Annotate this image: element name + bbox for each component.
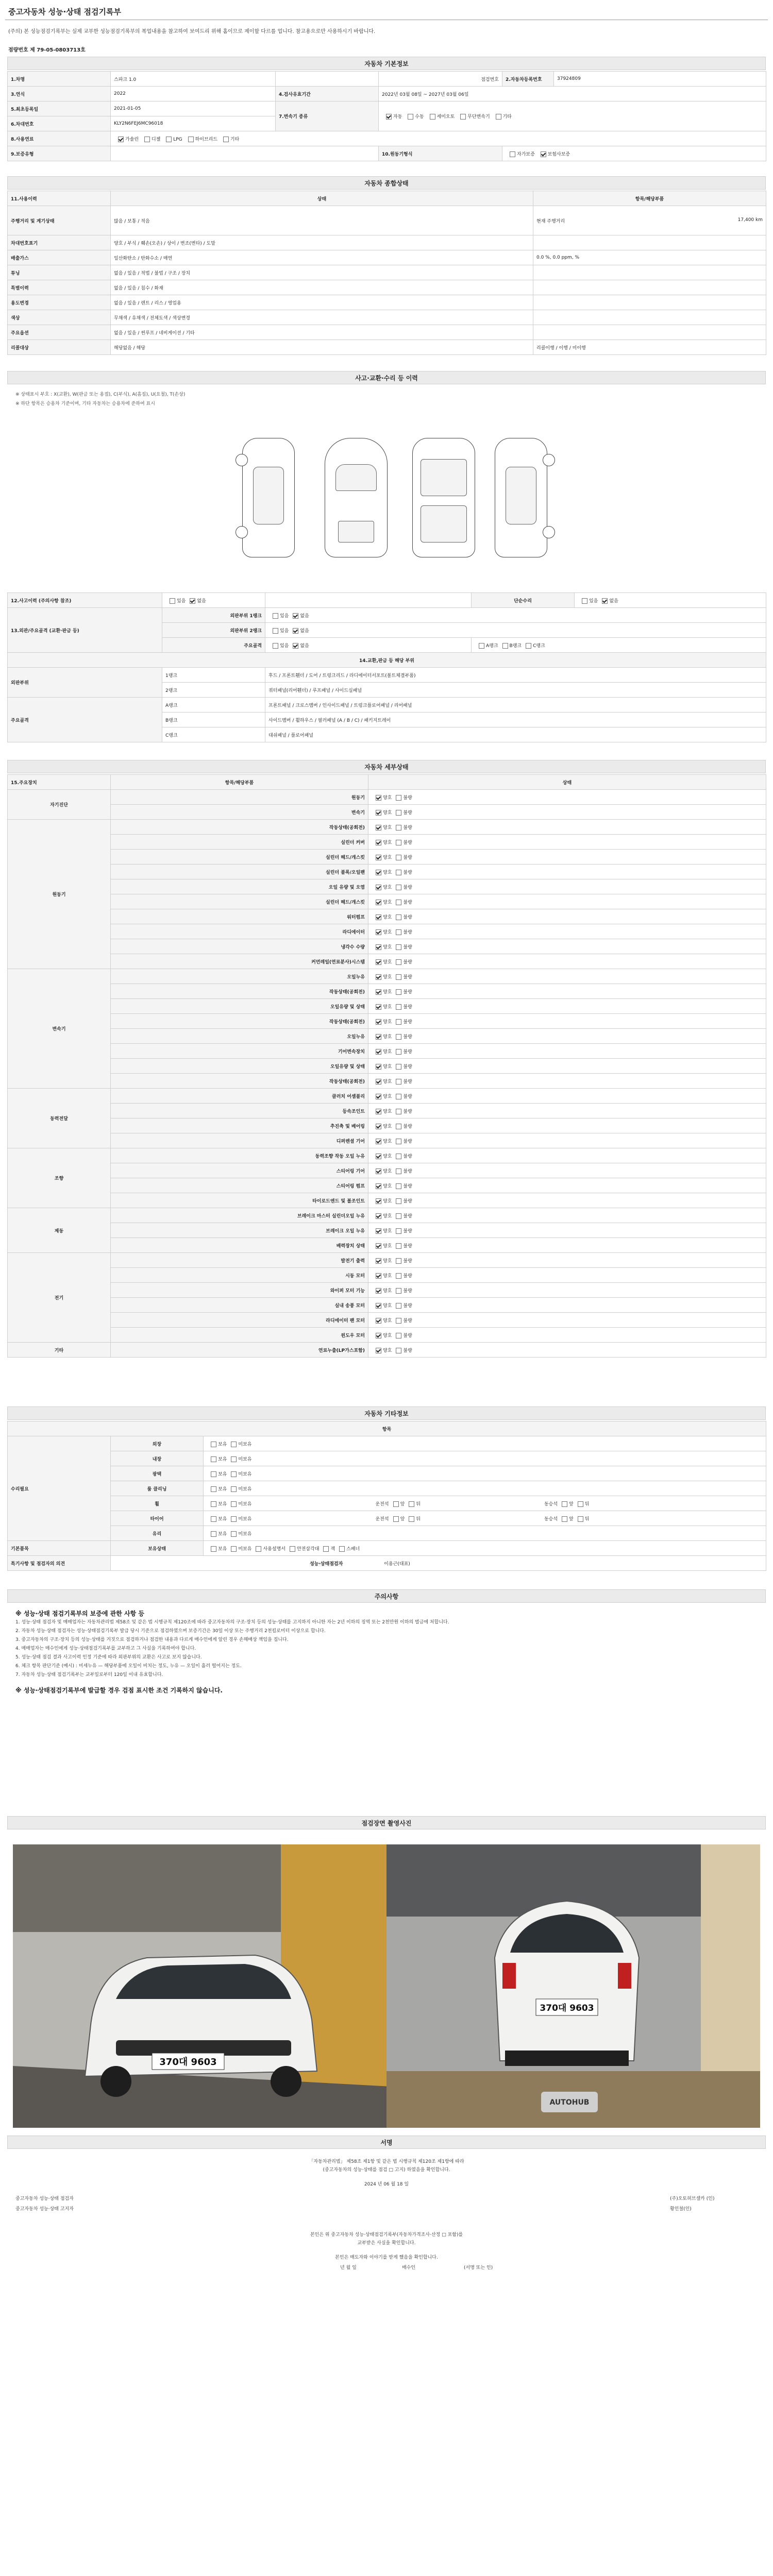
plate-text: 370대 9603 — [159, 2057, 217, 2067]
detail-item-label: 발전기 출력 — [111, 1253, 368, 1268]
detail-item-label: 연료누출(LP가스포함) — [111, 1343, 368, 1358]
checkbox-icon[interactable] — [376, 885, 381, 890]
detail-status-options: 양호 불량 — [368, 1298, 766, 1313]
checkbox-icon[interactable] — [376, 1124, 381, 1129]
top-notice: (주의) 본 성능점검기록부는 실제 교부한 성능점검기록부의 복업내용을 참고하여 보여드리 위해 홈이므로 제이할 다르를 업니다. 참고용으로만 사용하시기 바랍니다. — [8, 29, 376, 35]
checkbox-icon[interactable] — [376, 1288, 381, 1294]
detail-row — [8, 999, 766, 1014]
detail-status-options: 양호 불량 — [368, 1313, 766, 1328]
checkbox-icon[interactable] — [396, 1243, 401, 1249]
checkbox-icon[interactable] — [376, 1109, 381, 1114]
checkbox-icon[interactable] — [376, 944, 381, 950]
first-reg-label: 5.최초등록일 — [8, 101, 111, 116]
detail-row — [8, 1089, 766, 1104]
detail-row — [8, 1044, 766, 1059]
detail-status-options: 양호 불량 — [368, 954, 766, 969]
general-state-table: 11.사용이력 상태 항목/해당부품 주행거리 및 계기상태 많음 / 보통 / 적음 현재 주행거리 17,400 km 차대번호표기 양호 / 부식 / 훼손(오손) / 상이 / 변조(변타) / 도말 배출가스 일산화탄소 / 탄화수소 / 매연 0.0 %, 0.0 ppm, % 튜닝 없음 / 있음 / 적법 / 불법 / 구조 / 장치 특별이력 없음 / 있음 / 침수 / 화재 용도변경 없음 / 있음 / 렌트 / 리스 / 영업용 색상 무채색 / 유채색 / 전체도색 / 색상변경 주요옵션 없음 / 있음 / 썬루프 / 네비게이션 / 기타 리콜대상 해당없음 / 해당 리콜이행 / 이행 / 미이행 — [7, 191, 766, 355]
checkbox-icon[interactable] — [396, 870, 401, 875]
checkbox-icon[interactable] — [223, 137, 229, 142]
check-no-label: 점검번호 — [379, 72, 502, 87]
detail-status-options: 양호 불량 — [368, 1208, 766, 1223]
detail-row — [8, 1118, 766, 1133]
checkbox-icon[interactable] — [396, 989, 401, 995]
checkbox-icon[interactable] — [396, 929, 401, 935]
checkbox-icon[interactable] — [396, 1124, 401, 1129]
section-photos-title: 점검장면 촬영사진 — [7, 1816, 766, 1829]
checkbox-icon[interactable] — [396, 1258, 401, 1264]
accident-table: 12.사고이력 (주의사항 참조) 있음 없음 단순수리 있음 없음 13.외관/주요골격 (교환·판금 등) 외판부위 1랭크 있음 없음 외판부위 2랭크 있음 없음 주요골격 있음 없음 A랭크 B랭크 C랭크 14.교환,판금 등 해당 부위 외판부위 1랭크 후드 / 프론트휀더 / 도어 / 트렁크리드 / 라디에이터서포트(볼트체결부품) 2랭크 쿼터패널(리어휀더) / 루프패널 / 사이드실패널 주요골격 A랭크 프론트패널 / 크로스멤버 / 인사이드패널 / 트렁크플로어패널 / 리어패널 B랭크 사이드멤버 / 휠하우스 / 필러패널 (A / B / C) / 패키지트레이 C랭크 대쉬패널 / 플로어패널 — [7, 592, 766, 742]
detail-status-options: 양호 불량 — [368, 984, 766, 999]
checkbox-icon[interactable] — [376, 1228, 381, 1234]
detail-status-options: 양호 불량 — [368, 894, 766, 909]
detail-status-options: 양호 불량 — [368, 835, 766, 850]
checkbox-icon[interactable] — [376, 1258, 381, 1264]
detail-status-options: 양호 불량 — [368, 1253, 766, 1268]
section-detail-title: 자동차 세부상태 — [7, 760, 766, 773]
checkbox-icon[interactable] — [396, 1348, 401, 1353]
section-general-title: 자동차 종합상태 — [7, 176, 766, 190]
checkbox-icon[interactable] — [376, 929, 381, 935]
detail-status-options: 양호 불량 — [368, 1074, 766, 1089]
detail-status-options: 양호 불량 — [368, 805, 766, 820]
detail-item-label: 작동상태(공회전) — [111, 820, 368, 835]
detail-status-options: 양호 불량 — [368, 1014, 766, 1029]
checkbox-icon[interactable] — [396, 1049, 401, 1055]
checkbox-icon[interactable] — [396, 1168, 401, 1174]
other-info-table: 항목 수리필요 외장 보유 미보유 내장 보유 미보유 광택 보유 미보유 룸 클리닝 보유 미보유 휠 보유 미보유 운전석 앞 뒤 동승석 앞 뒤 타이어 보유 미보유 운전석 앞 뒤 동승석 앞 뒤 유리 보유 미보유 기본품목 보유상태 보유 미보유 사용설명서 안전삼각대 잭 스패너 특기사항 및 점검자의 의견 성능·상태점검자 이용근(대표) — [7, 1421, 766, 1571]
section-signature-title: 서명 — [7, 2136, 766, 2149]
checkbox-icon[interactable] — [386, 114, 392, 120]
detail-row — [8, 1074, 766, 1089]
detail-row — [8, 835, 766, 850]
detail-item-label: 추진축 및 베어링 — [111, 1118, 368, 1133]
detail-status-options: 양호 불량 — [368, 1029, 766, 1044]
checkbox-icon[interactable] — [396, 1288, 401, 1294]
emission-value: 0.0 %, 0.0 ppm, % — [533, 250, 766, 265]
checkbox-icon[interactable] — [396, 974, 401, 980]
year-label: 3.연식 — [8, 87, 111, 101]
checkbox-icon[interactable] — [376, 1183, 381, 1189]
fuel-label: 8.사용연료 — [8, 131, 111, 146]
checkbox-icon[interactable] — [396, 1004, 401, 1010]
checkbox-icon[interactable] — [396, 810, 401, 816]
detail-status-options: 양호 불량 — [368, 909, 766, 924]
svg-text:370대 9603: 370대 9603 — [540, 2003, 594, 2013]
checkbox-icon[interactable] — [396, 1213, 401, 1219]
detail-item-label: 기어변속장치 — [111, 1044, 368, 1059]
mileage-value: 17,400 km — [737, 217, 763, 223]
detail-item-label: 스티어링 기어 — [111, 1163, 368, 1178]
detail-status-options: 양호 불량 — [368, 939, 766, 954]
rear-photo — [386, 1844, 760, 2128]
usage-history-label: 11.사용이력 — [8, 191, 111, 206]
detail-row — [8, 1148, 766, 1163]
car-top-view — [325, 438, 388, 557]
checkbox-icon[interactable] — [376, 1064, 381, 1070]
detail-status-options: 양호 불량 — [368, 969, 766, 984]
checkbox-icon[interactable] — [460, 114, 466, 120]
checkbox-icon[interactable] — [376, 989, 381, 995]
checkbox-icon[interactable] — [396, 825, 401, 831]
car-right-view — [495, 438, 547, 557]
detail-status-options: 양호 불량 — [368, 1118, 766, 1133]
checkbox-icon[interactable] — [376, 1348, 381, 1353]
checkbox-icon[interactable] — [376, 1019, 381, 1025]
checkbox-icon[interactable] — [376, 974, 381, 980]
check-no-value: 37924809 — [554, 72, 766, 87]
detail-row — [8, 1029, 766, 1044]
detail-row — [8, 939, 766, 954]
transmission-label: 7.변속기 종류 — [276, 101, 379, 131]
detail-item-label: 실내 송풍 모터 — [111, 1298, 368, 1313]
detail-status-options: 양호 불량 — [368, 1178, 766, 1193]
checkbox-icon[interactable] — [396, 914, 401, 920]
detail-row — [8, 1193, 766, 1208]
detail-status-options: 양호 불량 — [368, 1283, 766, 1298]
checkbox-icon[interactable] — [396, 959, 401, 965]
checkbox-icon[interactable] — [396, 840, 401, 845]
checkbox-icon[interactable] — [376, 1049, 381, 1055]
checkbox-icon[interactable] — [376, 870, 381, 875]
detail-group-label: 제동 — [8, 1208, 111, 1253]
detail-item-label: 브레이크 마스터 실린더오일 누유 — [111, 1208, 368, 1223]
detail-item-label: 라디에이터 팬 모터 — [111, 1313, 368, 1328]
period-value: 2022년 03월 08일 ~ 2027년 03월 06일 — [379, 87, 766, 101]
detail-status-options: 양호 불량 — [368, 924, 766, 939]
section-accident-title: 사고·교환·수리 등 이력 — [7, 371, 766, 384]
detail-item-label: 작동상태(공회전) — [111, 984, 368, 999]
checkbox-icon[interactable] — [376, 1273, 381, 1279]
vin-label: 6.차대번호 — [8, 116, 111, 131]
detail-status-options: 양호 불량 — [368, 865, 766, 879]
detail-item-label: 클러치 어셈블리 — [111, 1089, 368, 1104]
detail-item-label: 오일유량 및 상태 — [111, 999, 368, 1014]
detail-item-label: 커먼레일(연료분사)시스템 — [111, 954, 368, 969]
detail-item-label: 워터펌프 — [111, 909, 368, 924]
detail-row — [8, 1268, 766, 1283]
checkbox-icon[interactable] — [376, 825, 381, 831]
detail-status-options: 양호 불량 — [368, 1059, 766, 1074]
detail-item-label: 냉각수 수량 — [111, 939, 368, 954]
detail-group-label: 조향 — [8, 1148, 111, 1208]
checkbox-icon[interactable] — [396, 1154, 401, 1159]
checkbox-icon[interactable] — [496, 114, 501, 120]
detail-group-label: 변속기 — [8, 969, 111, 1089]
detail-row — [8, 1104, 766, 1118]
detail-item-label: 배력장치 상태 — [111, 1238, 368, 1253]
checkbox-icon[interactable] — [396, 1094, 401, 1099]
detail-item-label: 윈도우 모터 — [111, 1328, 368, 1343]
checkbox-icon[interactable] — [396, 1183, 401, 1189]
transmission-options: 자동 수동 세미오토 무단변속기 기타 — [379, 101, 766, 131]
checkbox-icon[interactable] — [408, 114, 413, 120]
detail-row — [8, 954, 766, 969]
detail-item-label: 라디에이터 — [111, 924, 368, 939]
checkbox-icon[interactable] — [166, 137, 172, 142]
checkbox-icon[interactable] — [396, 795, 401, 801]
detail-item-label: 타이로드엔드 및 볼조인트 — [111, 1193, 368, 1208]
checkbox-icon[interactable] — [118, 137, 124, 142]
detail-row — [8, 1178, 766, 1193]
detail-status-options: 양호 불량 — [368, 1328, 766, 1343]
detail-row — [8, 1343, 766, 1358]
checkbox-icon[interactable] — [396, 1303, 401, 1309]
detail-row — [8, 1014, 766, 1029]
checkbox-icon[interactable] — [376, 900, 381, 905]
detail-item-label: 실린더 블록/오일팬 — [111, 865, 368, 879]
detail-row — [8, 1283, 766, 1298]
checkbox-icon[interactable] — [376, 1034, 381, 1040]
checkbox-icon[interactable] — [376, 1303, 381, 1309]
checkbox-icon[interactable] — [510, 151, 515, 157]
checkbox-icon[interactable] — [396, 855, 401, 860]
checkbox-icon[interactable] — [396, 1198, 401, 1204]
detail-status-options: 양호 불량 — [368, 1343, 766, 1358]
detail-item-label: 브레이크 오일 누유 — [111, 1223, 368, 1238]
registration-no-label: 2.자동차등록번호 — [502, 72, 554, 87]
checkbox-icon[interactable] — [396, 1109, 401, 1114]
car-interior-view — [412, 438, 475, 557]
detail-status-options: 양호 불량 — [368, 1044, 766, 1059]
year-value: 2022 — [111, 87, 276, 101]
detail-item-label: 변속기 — [111, 805, 368, 820]
checkbox-icon[interactable] — [396, 900, 401, 905]
detail-item-label: 오일누유 — [111, 969, 368, 984]
basic-info-table — [7, 71, 766, 161]
checkbox-icon[interactable] — [188, 137, 194, 142]
detail-item-label: 디퍼렌셜 기어 — [111, 1133, 368, 1148]
detail-item-label: 동력조향 작동 오일 누유 — [111, 1148, 368, 1163]
detail-item-label: 작동상태(공회전) — [111, 1074, 368, 1089]
detail-row — [8, 1059, 766, 1074]
detail-item-label: 원동기 — [111, 790, 368, 805]
checkbox-icon[interactable] — [396, 1034, 401, 1040]
section-caution-title: 주의사항 — [7, 1589, 766, 1603]
checkbox-icon[interactable] — [396, 885, 401, 890]
detail-status-options: 양호 불량 — [368, 879, 766, 894]
detail-row — [8, 1163, 766, 1178]
detail-row — [8, 865, 766, 879]
car-name-label: 1.차명 — [8, 72, 111, 87]
checkbox-icon[interactable] — [430, 114, 435, 120]
checkbox-icon[interactable] — [376, 914, 381, 920]
detail-status-options: 양호 불량 — [368, 790, 766, 805]
detail-status-options: 양호 불량 — [368, 1268, 766, 1283]
detail-group-label: 자기진단 — [8, 790, 111, 820]
checkbox-icon[interactable] — [376, 1094, 381, 1099]
checkbox-icon[interactable] — [376, 1139, 381, 1144]
checkbox-icon[interactable] — [396, 1139, 401, 1144]
detail-row — [8, 1238, 766, 1253]
detail-item-label: 등속조인트 — [111, 1104, 368, 1118]
detail-row — [8, 805, 766, 820]
car-left-view — [242, 438, 295, 557]
checkbox-icon[interactable] — [144, 137, 150, 142]
front-photo — [13, 1844, 392, 2128]
detail-status-options: 양호 불량 — [368, 999, 766, 1014]
detail-row — [8, 1298, 766, 1313]
detail-row — [8, 909, 766, 924]
period-label: 4.검사유효기간 — [276, 87, 379, 101]
detail-status-options: 양호 불량 — [368, 1193, 766, 1208]
checkbox-icon[interactable] — [376, 840, 381, 845]
first-reg-value: 2021-01-05 — [111, 101, 276, 116]
autohub-text: AUTOHUB — [549, 2098, 590, 2107]
checkbox-icon[interactable] — [376, 1004, 381, 1010]
detail-status-options: 양호 불량 — [368, 1163, 766, 1178]
accident-legend-2: ※ 하단 항목은 승용차 기준이며, 기타 자동차는 승용차에 준하여 표시 — [15, 401, 155, 406]
detail-item-label: 스티어링 펌프 — [111, 1178, 368, 1193]
checkbox-icon[interactable] — [376, 810, 381, 816]
checkbox-icon[interactable] — [376, 1198, 381, 1204]
detail-row — [8, 1328, 766, 1343]
checkbox-icon[interactable] — [376, 1243, 381, 1249]
detail-row — [8, 1133, 766, 1148]
detail-group-label: 원동기 — [8, 820, 111, 969]
detail-status-options: 양호 불량 — [368, 1238, 766, 1253]
detail-row — [8, 820, 766, 835]
detail-item-label: 작동상태(공회전) — [111, 1014, 368, 1029]
detail-item-label: 오일 유량 및 오염 — [111, 879, 368, 894]
detail-row — [8, 1253, 766, 1268]
checkbox-icon[interactable] — [396, 1079, 401, 1084]
detail-row — [8, 879, 766, 894]
detail-row — [8, 984, 766, 999]
checkbox-icon[interactable] — [376, 1318, 381, 1324]
detail-status-options: 양호 불량 — [368, 1104, 766, 1118]
detail-item-label: 오일누유 — [111, 1029, 368, 1044]
warranty-label: 9.보증유형 — [8, 146, 111, 161]
detail-status-options: 양호 불량 — [368, 1223, 766, 1238]
engine-label: 10.원동기형식 — [379, 146, 502, 161]
detail-row — [8, 924, 766, 939]
detail-status-options: 양호 불량 — [368, 850, 766, 865]
checkbox-icon[interactable] — [396, 1019, 401, 1025]
checkbox-icon[interactable] — [376, 855, 381, 860]
checkbox-icon[interactable] — [376, 1154, 381, 1159]
detail-item-label: 실린더 헤드/개스킷 — [111, 894, 368, 909]
detail-row — [8, 790, 766, 805]
checkbox-icon[interactable] — [396, 1228, 401, 1234]
detail-group-label: 동력전달 — [8, 1089, 111, 1148]
checkbox-icon[interactable] — [396, 1064, 401, 1070]
checkbox-icon[interactable] — [376, 1333, 381, 1338]
section-other-title: 자동차 기타정보 — [7, 1406, 766, 1420]
detail-row — [8, 969, 766, 984]
detail-group-label: 전기 — [8, 1253, 111, 1343]
fuel-options: 가솔린 디젤 LPG 하이브리드 기타 — [111, 131, 766, 146]
inspection-report-page: 중고자동차 성능·상태 점검기록부 (주의) 본 성능점검기록부는 실제 교부한 성능점검기록부의 복업내용을 참고하여 보여드리 위해 홈이므로 제이할 다르를 업니다. 참고용으로만 사용하시기 바랍니다. 점량번호 제 79-05-0803713호 자동차 기본정보 1.차명 스파크 1.0 점검번호 2.자동차등록번호 37924809 3.연식 2022 4.검사유효기간 2022년 03월 08일 ~ 2027년 03월 06일 5.최초등록일 2021-01-05 7.변속기 종류 자동 수동 세미오토 무단변속기 기타 6.차대번호 KLY2N6FEJ6MC96018 8.사용연료 가솔린 디젤 LPG 하이브리드 기타 9.보증유형 10.원동기형식 자가보증 보험사보증 자동차 종합상태 11.사용이력 상태 항목/해당부품 주행거리 및 계기상태 많음 / 보통 / 적음 현재 주행거리 17,400 km 차대번호표기 양호 / 부식 / 훼손(오손) / 상이 / 변조(변타) / 도말 배출가스 일산화탄소 / 탄화수소 / 매연 0.0 %, 0.0 ppm, % 튜닝 없음 / 있음 / 적법 / 불법 / 구조 / 장치 특별이력 없음 / 있음 / 침수 / 화재 용도변경 없음 / 있음 / 렌트 / 리스 / 영업용 색상 무채색 / 유채색 / 전체도색 / 색상변경 주요옵션 없음 / 있음 / 썬루프 / 네비게이션 / 기타 리콜대상 해당없음 / 해당 리콜이행 / 이행 / 미이행 사고·교환·수리 등 이력 ※ 상태표시 부호 : X(교환), W(판금 또는 용접), C(부식), A(흠집), U(요철), T(손상) ※ 하단 항목은 승용차 기준이며, 기타 자동차는 승용차에 준하여 표시 12.사고이력 (주의사항 참조) 있음 없음 단순수리 있음 없음 13.외관/주요골격 (교환·판금 등) 외판부위 1랭크 있음 없음 외판부위 2랭크 있음 없음 주요골격 있음 없음 A랭크 B랭크 C랭크 14.교환,판금 등 해당 부위 외판부위 1랭크 후드 / 프론트휀더 / 도어 / 트렁크리드 / 라디에이터서포트(볼트체결부품) 2랭크 쿼터패널(리어휀더) / 루프패널 / 사이드실패널 주요골격 A랭크 프론트패널 / 크로스멤버 / 인사이드패널 / 트렁크플로어패널 / 리어패널 B랭크 사이드멤버 / 휠하우스 / 필러패널 (A / B / C) / 패키지트레이 C랭크 대쉬패널 / 플로어패널 자동차 세부상태 15.주요장치 항목/해당부품 상태 자기진단 원동기 양호 불량 변속기 양호 불량 원동기 작동상태(공회전) 양호 불량 실린더 커버 양호 불량 실린더 헤드/개스킷 양호 불량 실린더 블록/오일팬 양호 불량 오일 유량 및 오염 양호 불량 실린더 헤드/개스킷 양호 불량 워터펌프 양호 불량 라디에이터 양호 불량 냉각수 수량 양호 불량 커먼레일(연료분사)시스템 양호 불량 변속기 오일누유 양호 불량 작동상태(공회전) 양호 불량 오일유량 및 상태 양호 불량 작동상태(공회전) 양호 불량 오일누유 양호 불량 기어변속장치 양호 불량 오일유량 및 상태 양호 불량 작동상태(공회전) 양호 불량 동력전달 클러치 어셈블리 양호 불량 등속조인트 양호 불량 추진축 및 베어링 양호 불량 디퍼렌셜 기어 양호 불량 조향 동력조향 작동 오일 누유 양호 불량 스티어링 기어 양호 불량 스티어링 펌프 양호 불량 타이로드엔드 및 볼조인트 양호 불량 제동 브레이크 마스터 실린더오일 누유 양호 불량 브레이크 오일 누유 양호 불량 배력장치 상태 양호 불량 전기 발전기 출력 양호 불량 시동 모터 양호 불량 와이퍼 모터 기능 양호 불량 실내 송풍 모터 양호 불량 라디에이터 팬 모터 양호 불량 윈도우 모터 양호 불량 기타 연료누출(LP가스포함) 양호 불량 자동차 기타정보 항목 수리필요 외장 보유 미보유 내장 보유 미보유 광택 보유 미보유 룸 클리닝 보유 미보유 휠 보유 미보유 운전석 앞 뒤 동승석 앞 뒤 타이어 보유 미보유 운전석 앞 뒤 동승석 앞 뒤 유리 보유 미보유 기본품목 보유상태 보유 미보유 사용설명서 안전삼각대 잭 스패너 특기사항 및 점검자의 의견 성능·상태점검자 이용근(대표) 주의사항 ※ 성능·상태 점검기록부의 보증에 관한 사항 등 1. 성능·상태 점검자 및 매매업자는 자동차관리법 제58조 및 같은 법 시행규칙 제120조에 따라 중고자동차의 구조·장치 등의 성능·상태를 고지하지 아니한 자는 2년 이하의 징역 또는 2천만원 이하의 벌금에 처합니다. 2. 자동차 성능·상태 점검자는 성능·상태점검기록부 발급 당시 기준으로 점검하였으며 보증기간은 30일 이상 또는 주행거리 2천킬로미터 이상으로 합니다. 3. 중고자동차의 구조·장치 등의 성능·상태를 거짓으로 점검하거나 점검한 내용과 다르게 매수인에게 알린 경우 손해배상 책임을 집니다. 4. 매매업자는 매수인에게 성능·상태점검기록부를 교부하고 그 사실을 기록하여야 합니다. 5. 성능·상태 점검 결과 사고이력 인정 기준에 따라 외판부위의 교환은 사고로 보지 않습니다. 6. 체크 항목 판단기준 (예시) : 미세누유 — 해당부품에 오일이 비치는 정도, 누유 — 오일이 흘러 떨어지는 정도. 7. 자동차 성능·상태 점검기록부는 교부일로부터 120일 이내 유효합니다. ※ 성능·상태점검기록부에 발급할 경우 검점 표시한 조건 기록하지 않습니다. 점검장면 촬영사진 370대 9603 370대 9603 AUTOHUB 서명 「자동차관리법」 제58조 제1항 및 같은 법 시행규칙 제120조 제1항에 따라 (중고자동차의 성능·상태를 점검 □ 고지) 하였음을 확인합니다. 2024 년 06 월 18 일 중고자동차 성능·상태 점검자 (주)오토허브셀카 (인) 중고자동차 성능·상태 고지자 황인철(인) 본인은 위 중고자동차 성능·상태점검기록부(자동차가격조사·산정 □ 포함)를 교부받은 사실을 확인합니다. 본인은 매도자와 이야기를 받게 했음을 확인합니다. 년 월 일 매수인 (서명 또는 인) — [0, 0, 773, 2576]
detail-row — [8, 894, 766, 909]
detail-row — [8, 1223, 766, 1238]
detail-status-options: 양호 불량 — [368, 820, 766, 835]
checkbox-icon[interactable] — [376, 795, 381, 801]
page-title: 중고자동차 성능·상태 점검기록부 — [8, 7, 122, 16]
detail-row — [8, 850, 766, 865]
car-name-value: 스파크 1.0 — [111, 72, 276, 87]
detail-item-label: 실린더 헤드/개스킷 — [111, 850, 368, 865]
inspector-name: 이용근(대표) — [384, 1561, 410, 1567]
checkbox-icon[interactable] — [376, 959, 381, 965]
detail-status-options: 양호 불량 — [368, 1133, 766, 1148]
detail-item-label: 와이퍼 모터 기능 — [111, 1283, 368, 1298]
checkbox-icon[interactable] — [396, 1273, 401, 1279]
vin-value: KLY2N6FEJ6MC96018 — [111, 116, 276, 131]
detail-group-label: 기타 — [8, 1343, 111, 1358]
checkbox-icon[interactable] — [396, 944, 401, 950]
checkbox-icon[interactable] — [376, 1079, 381, 1084]
detail-item-label: 시동 모터 — [111, 1268, 368, 1283]
detail-item-label: 오일유량 및 상태 — [111, 1059, 368, 1074]
caution-notes: ※ 성능·상태 점검기록부의 보증에 관한 사항 등 1. 성능·상태 점검자 및 매매업자는 자동차관리법 제58조 및 같은 법 시행규칙 제120조에 따라 중고자동차의 구조·장치 등의 성능·상태를 고지하지 아니한 자는 2년 이하의 징역 또는 2천만원 이하의 벌금에 처합니다. 2. 자동차 성능·상태 점검자는 성능·상태점검기록부 발급 당시 기준으로 점검하였으며 보증기간은 30일 이상 또는 주행거리 2천킬로미터 이상으로 합니다. 3. 중고자동차의 구조·장치 등의 성능·상태를 거짓으로 점검하거나 점검한 내용과 다르게 매수인에게 알린 경우 손해배상 책임을 집니다. 4. 매매업자는 매수인에게 성능·상태점검기록부를 교부하고 그 사실을 기록하여야 합니다. 5. 성능·상태 점검 결과 사고이력 인정 기준에 따라 외판부위의 교환은 사고로 보지 않습니다. 6. 체크 항목 판단기준 (예시) : 미세누유 — 해당부품에 오일이 비치는 정도, 누유 — 오일이 흘러 떨어지는 정도. 7. 자동차 성능·상태 점검기록부는 교부일로부터 120일 이내 유효합니다. ※ 성능·상태점검기록부에 발급할 경우 검점 표시한 조건 기록하지 않습니다. — [15, 1610, 449, 1694]
detail-row — [8, 1313, 766, 1328]
checkbox-icon[interactable] — [541, 151, 546, 157]
checkbox-icon[interactable] — [376, 1213, 381, 1219]
document-number: 점량번호 제 79-05-0803713호 — [8, 47, 86, 53]
section-basic-title: 자동차 기본정보 — [7, 57, 766, 70]
checkbox-icon[interactable] — [376, 1168, 381, 1174]
checkbox-icon[interactable] — [396, 1318, 401, 1324]
detail-state-table: 15.주요장치 항목/해당부품 상태 자기진단 원동기 양호 불량 변속기 양호 불량 원동기 작동상태(공회전) 양호 불량 실린더 커버 양호 불량 실린더 헤드/개스킷 양호 불량 실린더 블록/오일팬 양호 불량 오일 유량 및 오염 양호 불량 실린더 헤드/개스킷 양호 불량 워터펌프 양호 불량 라디에이터 양호 불량 냉각수 수량 양호 불량 커먼레일(연료분사)시스템 양호 불량 변속기 오일누유 양호 불량 작동상태(공회전) 양호 불량 오일유량 및 상태 양호 불량 작동상태(공회전) 양호 불량 오일누유 양호 불량 기어변속장치 양호 불량 오일유량 및 상태 양호 불량 작동상태(공회전) 양호 불량 동력전달 클러치 어셈블리 양호 불량 등속조인트 양호 불량 추진축 및 베어링 양호 불량 디퍼렌셜 기어 양호 불량 조향 동력조향 작동 오일 누유 양호 불량 스티어링 기어 양호 불량 스티어링 펌프 양호 불량 타이로드엔드 및 볼조인트 양호 불량 제동 브레이크 마스터 실린더오일 누유 양호 불량 브레이크 오일 누유 양호 불량 배력장치 상태 양호 불량 전기 발전기 출력 양호 불량 시동 모터 양호 불량 와이퍼 모터 기능 양호 불량 실내 송풍 모터 양호 불량 라디에이터 팬 모터 양호 불량 윈도우 모터 양호 불량 기타 연료누출(LP가스포함) 양호 불량 — [7, 774, 766, 1358]
detail-row — [8, 1208, 766, 1223]
warranty-options: 자가보증 보험사보증 — [502, 146, 766, 161]
detail-status-options: 양호 불량 — [368, 1089, 766, 1104]
detail-item-label: 실린더 커버 — [111, 835, 368, 850]
checkbox-icon[interactable] — [396, 1333, 401, 1338]
detail-status-options: 양호 불량 — [368, 1148, 766, 1163]
accident-legend: ※ 상태표시 부호 : X(교환), W(판금 또는 용접), C(부식), A(흠집), U(요철), T(손상) — [15, 392, 186, 397]
signature-date: 2024 년 06 월 18 일 — [364, 2182, 409, 2187]
